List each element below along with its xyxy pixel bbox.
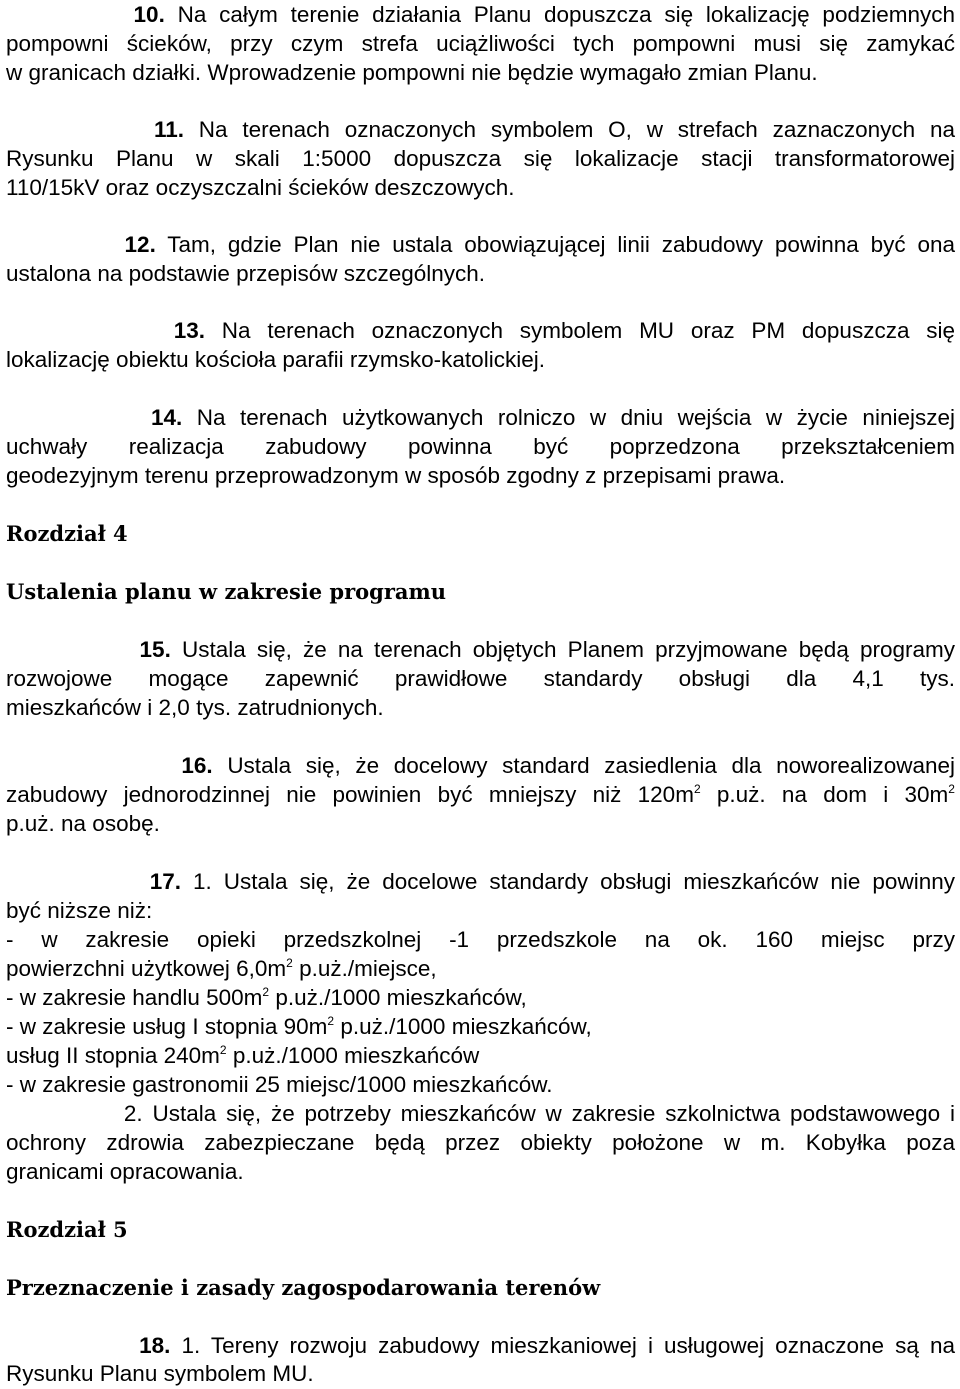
- paragraph-17-2-line-1: 2. Ustala się, że potrzeby mieszkańców w zakresie szkolnictwa podstawowego i: [123, 1101, 955, 1126]
- paragraph-16-line-1: 16. Ustala się, że docelowy standard zasiedlenia dla noworealizowanej: [181, 753, 955, 778]
- paragraph-number: 17.: [149, 869, 182, 894]
- paragraph-18-line-2: Rysunku Planu symbolem MU.: [6, 1361, 314, 1386]
- paragraph-17-line-6: - w zakresie usług I stopnia $90m^2$ p.uż./1000 mieszkańców,: [6, 1014, 592, 1039]
- paragraph-10-line-2: pompowni ścieków, przy czym strefa uciążliwości tych pompowni musi się zamykać: [6, 31, 955, 56]
- paragraph-17-line-1: 17. 1. Ustala się, że docelowe standardy obsługi mieszkańców nie powinny: [149, 869, 955, 894]
- paragraph-15-line-1: 15. Ustala się, że na terenach objętych Planem przyjmowane będą programy: [139, 637, 955, 662]
- chapter-4-title: Rozdział 4: [6, 521, 128, 546]
- paragraph-number: 10.: [133, 2, 165, 27]
- chapter-4-subtitle: Ustalenia planu w zakresie programu: [6, 579, 447, 604]
- paragraph-number: 16.: [181, 753, 213, 778]
- paragraph-number: 18.: [139, 1333, 171, 1358]
- chapter-5-subtitle: Przeznaczenie i zasady zagospodarowania terenów: [6, 1275, 601, 1300]
- paragraph-18-line-1: 18. 1. Tereny rozwoju zabudowy mieszkaniowej i usługowej oznaczone są na: [139, 1333, 955, 1358]
- paragraph-10-line-1: 10. Na całym terenie działania Planu dopuszcza się lokalizację podziemnych: [133, 2, 955, 27]
- paragraph-17-line-5: - w zakresie handlu $500m^2$ p.uż./1000 mieszkańców,: [6, 985, 527, 1010]
- paragraph-13-line-2: lokalizację obiektu kościoła parafii rzymsko-katolickiej.: [6, 347, 545, 372]
- chapter-5-title: Rozdział 5: [6, 1217, 128, 1242]
- paragraph-14-line-2: uchwały realizacja zabudowy powinna być poprzedzona przekształceniem: [6, 434, 955, 459]
- paragraph-17-line-2: być niższe niż:: [6, 898, 153, 923]
- paragraph-number: 12.: [124, 232, 156, 257]
- paragraph-15-line-3: mieszkańców i 2,0 tys. zatrudnionych.: [6, 695, 384, 720]
- paragraph-17-line-3: - w zakresie opieki przedszkolnej -1 przedszkole na ok. 160 miejsc przy: [6, 927, 955, 952]
- paragraph-11-line-3: 110/15kV oraz oczyszczalni ścieków deszczowych.: [6, 175, 515, 200]
- paragraph-11-line-2: Rysunku Planu w skali 1:5000 dopuszcza się lokalizacje stacji transformatorowej: [6, 146, 955, 171]
- paragraph-17-2-line-2: ochrony zdrowia zabezpieczane będą przez obiekty położone w m. Kobyłka poza: [6, 1130, 955, 1155]
- paragraph-16-line-2: zabudowy jednorodzinnej nie powinien być mniejszy niż $120m^2$ p.uż. na dom i $30m^2$: [6, 782, 955, 807]
- paragraph-number: 14.: [150, 405, 183, 430]
- paragraph-12-line-1: 12. Tam, gdzie Plan nie ustala obowiązującej linii zabudowy powinna być ona: [124, 232, 955, 257]
- paragraph-14-line-3: geodezyjnym terenu przeprowadzonym w sposób zgodny z przepisami prawa.: [6, 463, 786, 488]
- paragraph-10-line-3: w granicach działki. Wprowadzenie pompowni nie będzie wymagało zmian Planu.: [6, 60, 818, 85]
- paragraph-number: 11.: [153, 117, 184, 142]
- paragraph-12-line-2: ustalona na podstawie przepisów szczególnych.: [6, 261, 486, 286]
- paragraph-11-line-1: 11. Na terenach oznaczonych symbolem O, w strefach zaznaczonych na: [153, 117, 955, 142]
- paragraph-17-line-4: powierzchni użytkowej $6,0m^2$ p.uż./miejsce,: [6, 956, 437, 981]
- paragraph-16-line-3: p.uż. na osobę.: [6, 811, 160, 836]
- paragraph-17-line-8: - w zakresie gastronomii 25 miejsc/1000 mieszkańców.: [6, 1072, 553, 1097]
- paragraph-15-line-2: rozwojowe mogące zapewnić prawidłowe standardy obsługi dla 4,1 tys.: [6, 666, 955, 691]
- paragraph-14-line-1: 14. Na terenach użytkowanych rolniczo w dniu wejścia w życie niniejszej: [150, 405, 955, 430]
- paragraph-17-line-7: usług II stopnia $240m^2$ p.uż./1000 mieszkańców: [6, 1043, 480, 1068]
- paragraph-13-line-1: 13. Na terenach oznaczonych symbolem MU oraz PM dopuszcza się: [173, 318, 955, 343]
- paragraph-17-2-line-3: granicami opracowania.: [6, 1159, 244, 1184]
- paragraph-number: 13.: [173, 318, 206, 343]
- paragraph-number: 15.: [139, 637, 171, 662]
